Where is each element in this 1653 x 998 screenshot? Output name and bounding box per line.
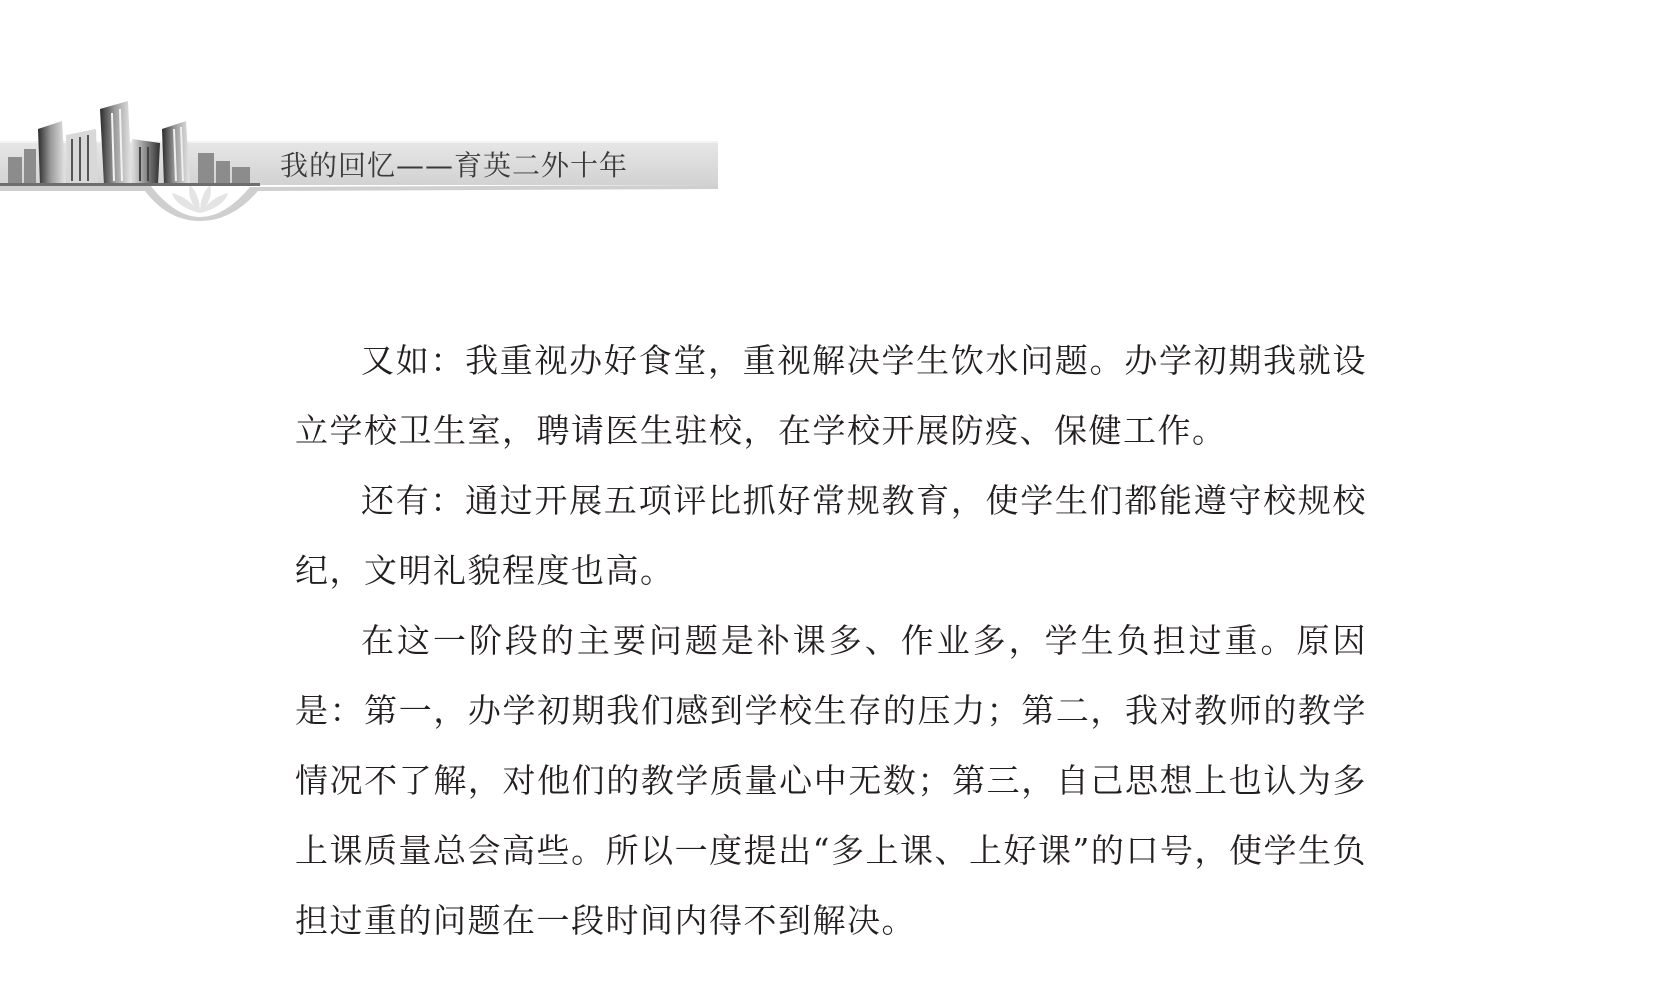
paragraph: 又如：我重视办好食堂，重视解决学生饮水问题。办学初期我就设立学校卫生室，聘请医生驻校，在学校开展防疫、保健工作。	[295, 341, 1367, 450]
paragraph: 在这一阶段的主要问题是补课多、作业多，学生负担过重。原因是：第一，办学初期我们感到学校生存的压力；第二，我对教师的教学情况不了解，对他们的教学质量心中无数；第三，自己思想上也认为多上课质量总会高些。所以一度提出“多上课、上好课”的口号，使学生负担过重的问题在一段时间内得不到解决。	[295, 621, 1367, 940]
paragraph: 还有：通过开展五项评比抓好常规教育，使学生们都能遵守校规校纪，文明礼貌程度也高。	[295, 481, 1367, 590]
body-text	[295, 326, 1367, 956]
running-header	[0, 95, 720, 235]
running-title: 我的回忆——育英二外十年	[280, 149, 629, 182]
